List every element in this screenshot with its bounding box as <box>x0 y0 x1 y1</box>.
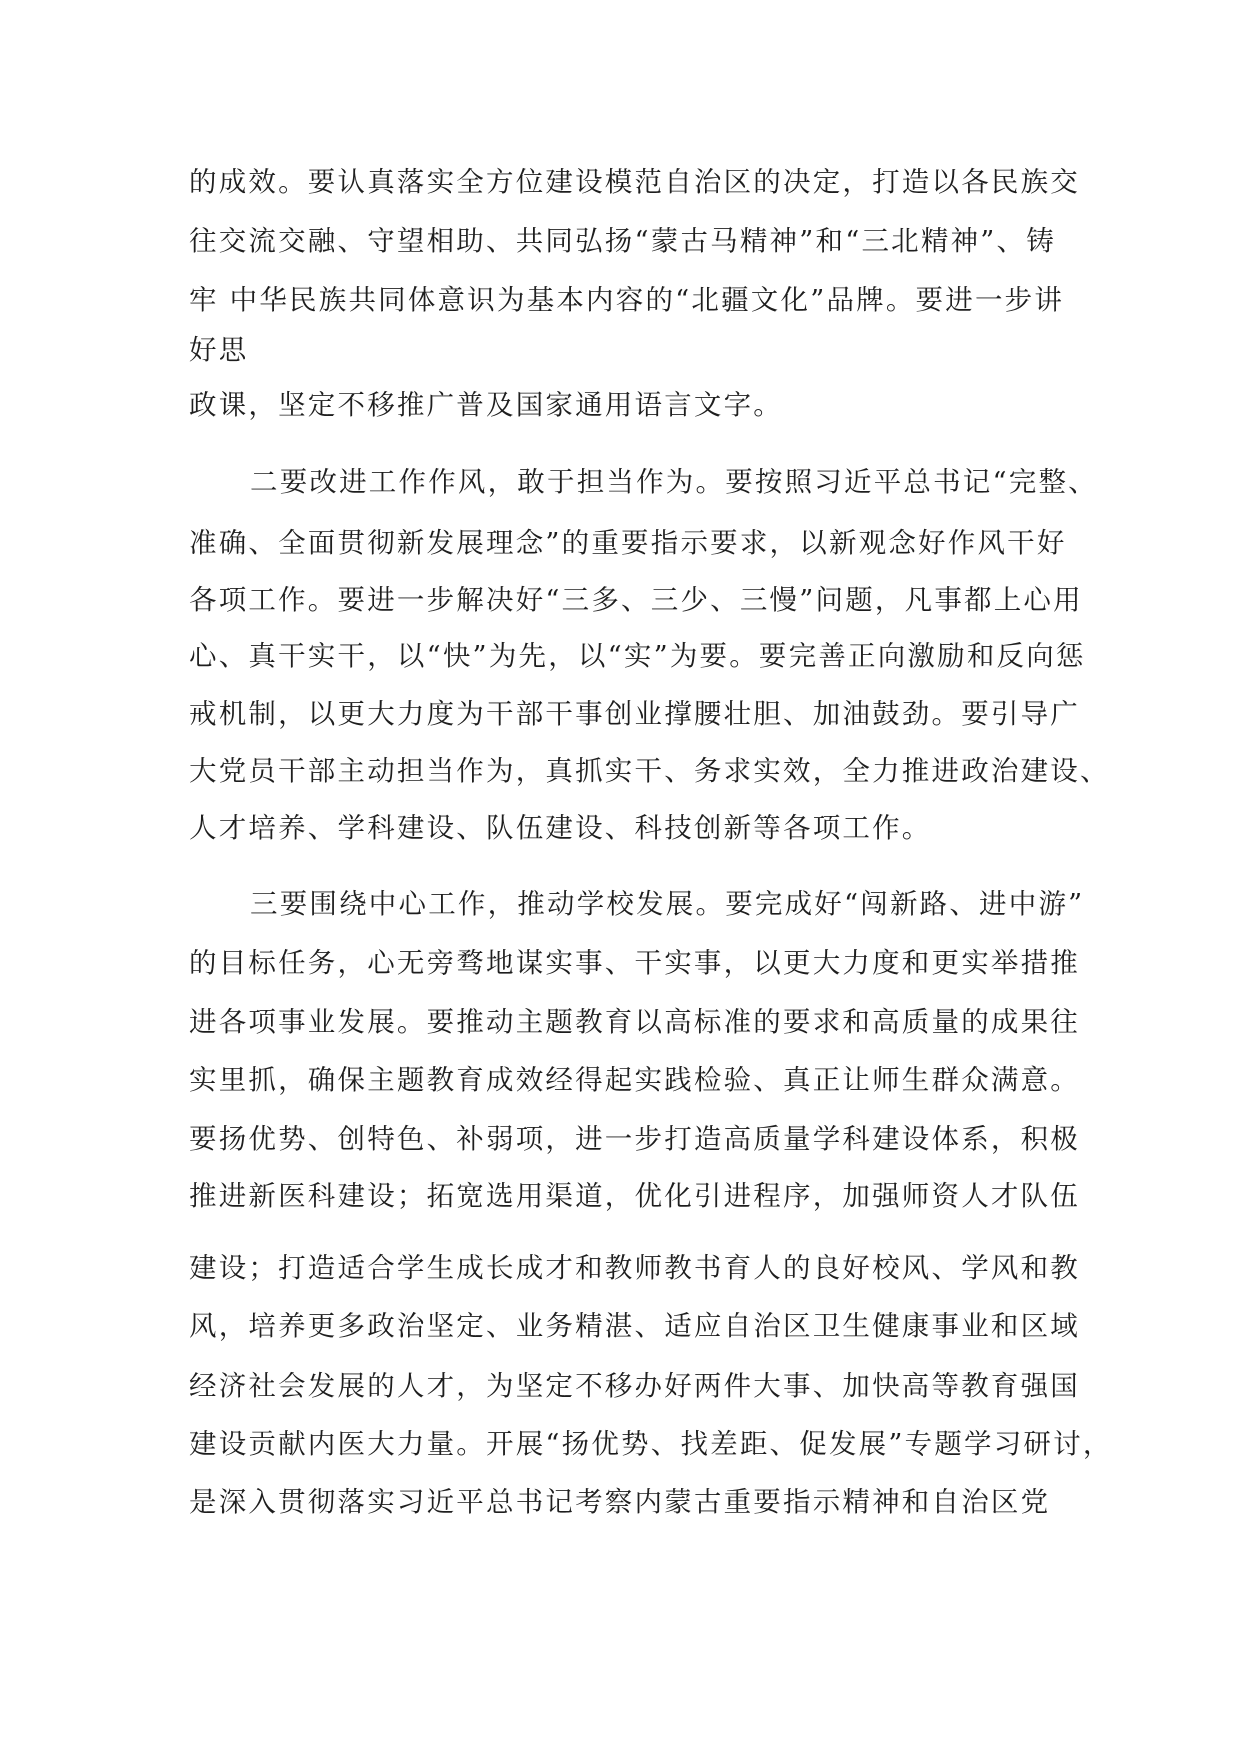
body-text-line: 实里抓，确保主题教育成效经得起实践检验、真正让师生群众满意。 <box>189 1064 1080 1096</box>
body-text-line: 推进新医科建设；拓宽选用渠道，优化引进程序，加强师资人才队伍 <box>189 1180 1080 1212</box>
body-text-line: 牢 中华民族共同体意识为基本内容的“北疆文化”品牌。要进一步讲 <box>189 284 1065 316</box>
body-text-line: 各项工作。要进一步解决好“三多、三少、三慢”问题，凡事都上心用 <box>189 584 1083 616</box>
body-text-line: 建设贡献内医大力量。开展“扬优势、找差距、促发展”专题学习研讨， <box>189 1428 1113 1460</box>
body-text-line: 的目标任务，心无旁骛地谋实事、干实事，以更大力度和更实举措推 <box>189 947 1080 979</box>
body-text-line: 大党员干部主动担当作为，真抓实干、务求实效，全力推进政治建设、 <box>189 755 1110 787</box>
body-text-line: 往交流交融、守望相助、共同弘扬“蒙古马精神”和“三北精神”、铸 <box>189 225 1056 257</box>
body-text-line: 建设；打造适合学生成长成才和教师教书育人的良好校风、学风和教 <box>189 1252 1080 1284</box>
body-text-line: 二要改进工作作风，敢于担当作为。要按照习近平总书记“完整、 <box>250 466 1098 498</box>
body-text-line: 的成效。要认真落实全方位建设模范自治区的决定，打造以各民族交 <box>189 166 1080 198</box>
body-text-line: 心、真干实干，以“快”为先，以“实”为要。要完善正向激励和反向惩 <box>189 640 1086 672</box>
body-text-line: 要扬优势、创特色、补弱项，进一步打造高质量学科建设体系，积极 <box>189 1123 1080 1155</box>
body-text-line: 风，培养更多政治坚定、业务精湛、适应自治区卫生健康事业和区域 <box>189 1310 1080 1342</box>
body-text-line: 是深入贯彻落实习近平总书记考察内蒙古重要指示精神和自治区党 <box>189 1486 1051 1518</box>
body-text-line: 好思 <box>189 334 249 366</box>
body-text-line: 戒机制，以更大力度为干部干事创业撑腰壮胆、加油鼓劲。要引导广 <box>189 698 1080 730</box>
body-text-line: 准确、全面贯彻新发展理念”的重要指示要求，以新观念好作风干好 <box>189 527 1067 559</box>
body-text-line: 经济社会发展的人才，为坚定不移办好两件大事、加快高等教育强国 <box>189 1370 1080 1402</box>
body-text-line: 人才培养、学科建设、队伍建设、科技创新等各项工作。 <box>189 812 932 844</box>
body-text-line: 政课，坚定不移推广普及国家通用语言文字。 <box>189 389 783 421</box>
body-text-line: 三要围绕中心工作，推动学校发展。要完成好“闯新路、进中游” <box>250 888 1085 920</box>
body-text-line: 进各项事业发展。要推动主题教育以高标准的要求和高质量的成果往 <box>189 1006 1080 1038</box>
